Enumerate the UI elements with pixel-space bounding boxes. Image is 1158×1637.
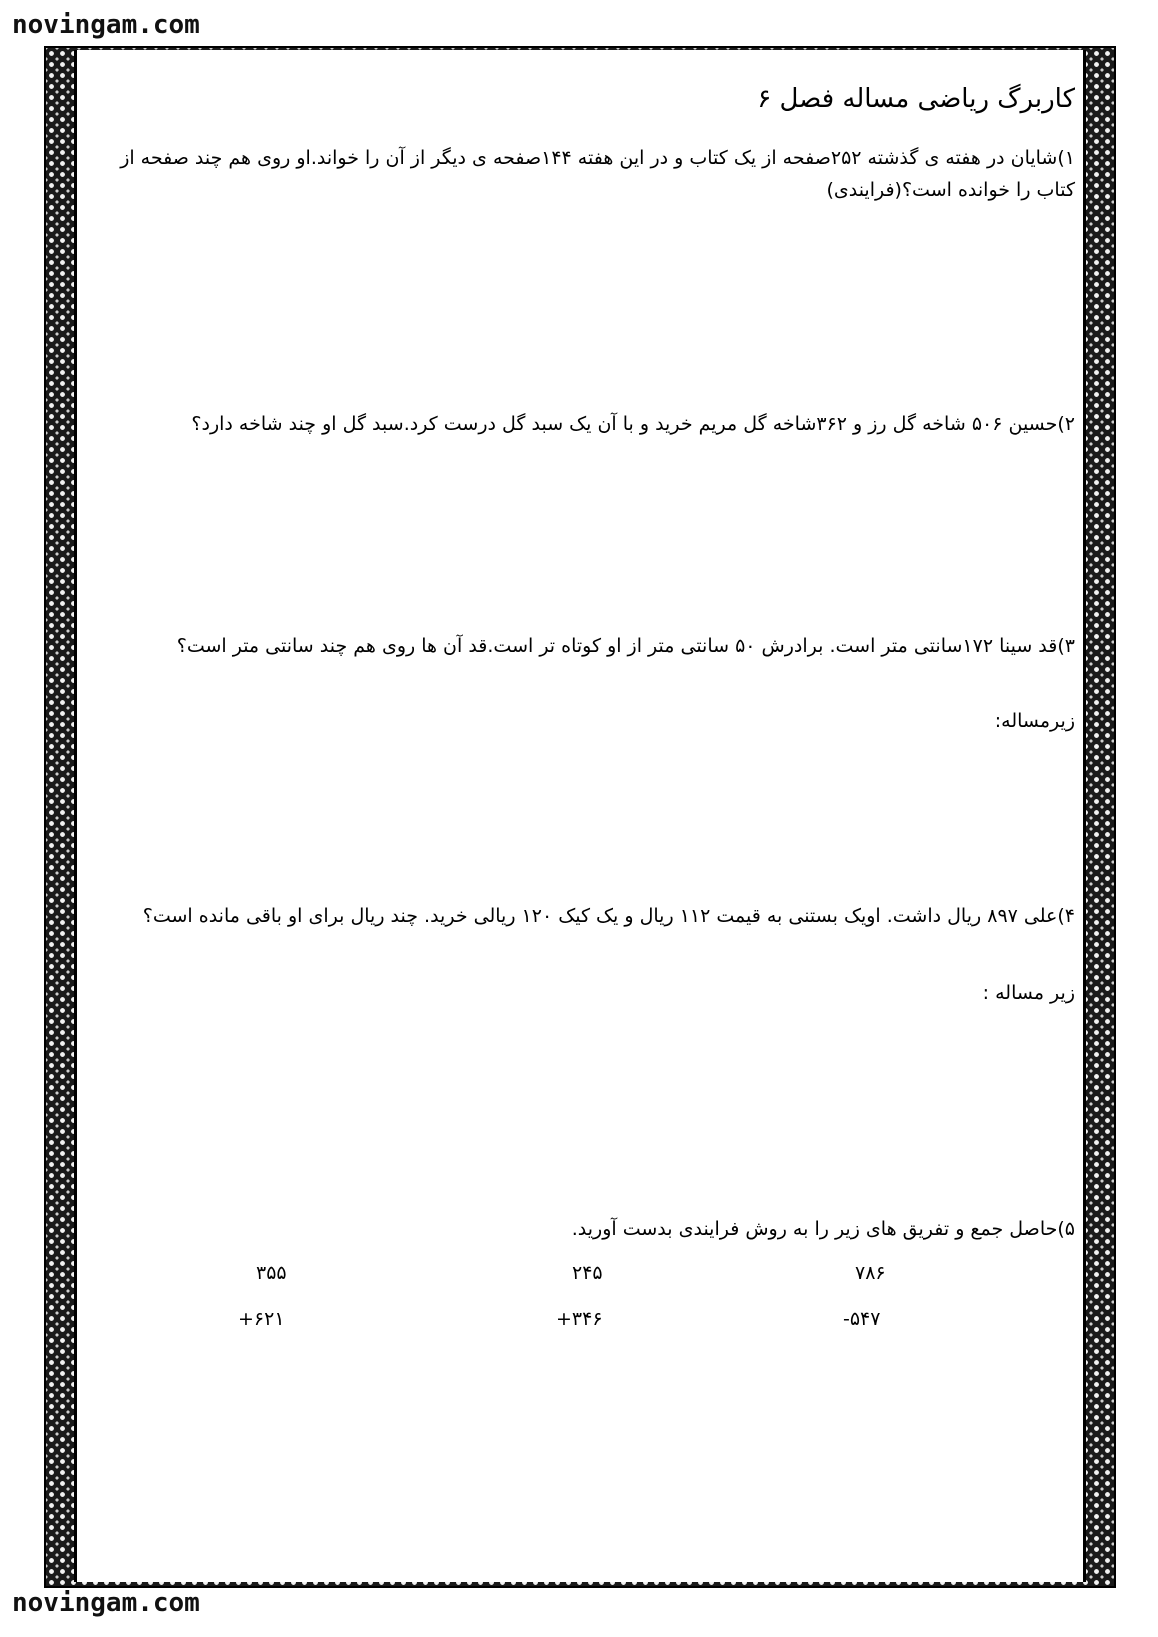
worksheet-page (74, 50, 1086, 1582)
question-2: ۲)حسین ۵۰۶ شاخه گل رز و ۳۶۲شاخه گل مریم خرید و با آن یک سبد گل درست کرد.سبد گل او چند شاخه دارد؟ (191, 413, 1075, 435)
question-1: ۱)شایان در هفته ی گذشته ۲۵۲صفحه از یک کتاب و در این هفته ۱۴۴صفحه ی دیگر از آن را خواند.او روی هم چند صفحه از کتاب را خوانده است؟(فرایندی) (120, 147, 1075, 201)
question-4-subproblem-label: زیر مساله : (982, 982, 1075, 1004)
worksheet-title: کاربرگ ریاضی مساله فصل ۶ (757, 84, 1075, 114)
calc-2-top: ۲۴۵ (572, 1262, 603, 1284)
question-5: ۵)حاصل جمع و تفریق های زیر را به روش فرایندی بدست آورید. (571, 1218, 1075, 1240)
question-4: ۴)علی ۸۹۷ ریال داشت. اویک بستنی به قیمت ۱۱۲ ریال و یک کیک ۱۲۰ ریالی خرید. چند ریال برای او باقی مانده است؟ (142, 905, 1075, 927)
site-logo-bottom: novingam.com (12, 1588, 200, 1618)
site-logo-top: novingam.com (12, 10, 200, 40)
calc-3-bottom: +۶۲۱ (238, 1308, 285, 1330)
question-3: ۳)قد سینا ۱۷۲سانتی متر است. برادرش ۵۰ سانتی متر از او کوتاه تر است.قد آن ها روی هم چند سانتی متر است؟ (176, 635, 1075, 657)
calc-1-top: ۷۸۶ (855, 1262, 886, 1284)
calc-1-bottom: -۵۴۷ (843, 1308, 881, 1330)
question-3-subproblem-label: زیرمساله: (994, 710, 1075, 732)
calc-3-top: ۳۵۵ (256, 1262, 287, 1284)
calc-2-bottom: +۳۴۶ (556, 1308, 603, 1330)
